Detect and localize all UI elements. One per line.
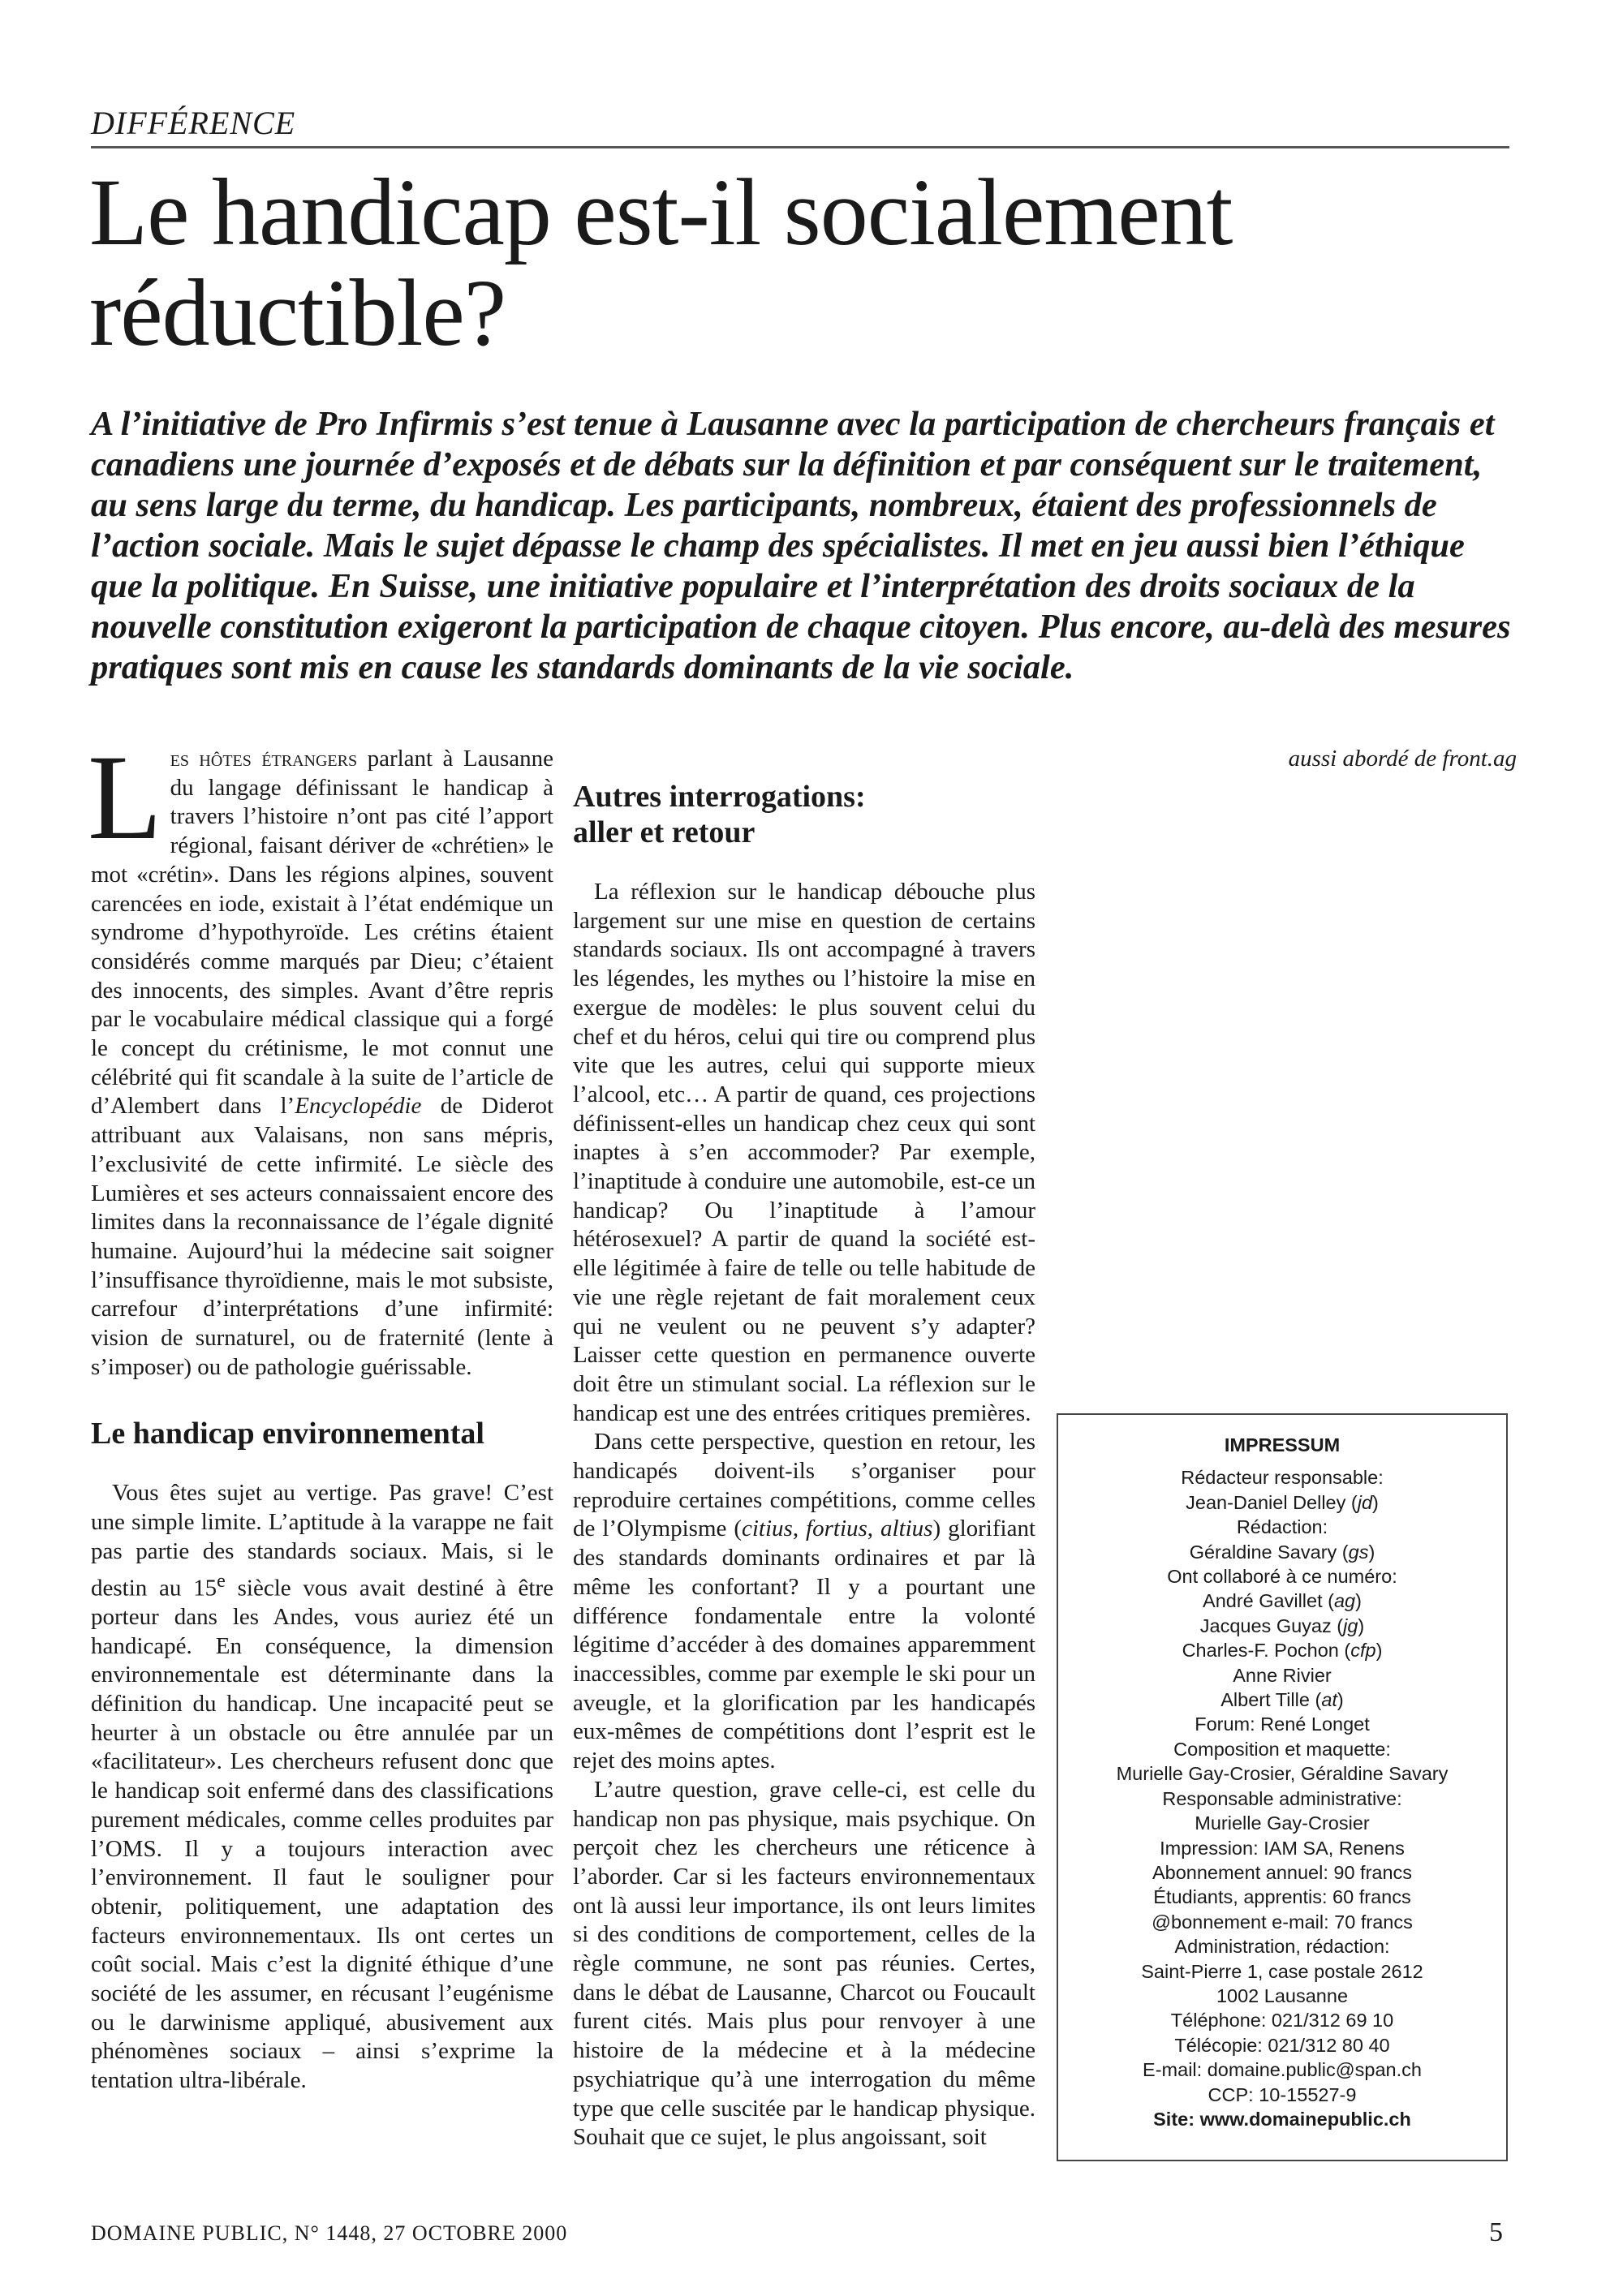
article-paragraph: L’autre question, grave celle-ci, est celle du handicap non pas physique, mais psychique. On perçoit chez les chercheurs une réticence à l’aborder. Car si les facteurs environnementaux ont là aussi leur importance, ils ont leurs limites si des conditions de comportement, celles de la règle commune, ne sont pas réunies. Certes, dans le débat de Lausanne, Charcot ou Foucault furent cités. Mais plus pour renvoyer à une histoire de la médecine et à la médecine psychiatrique qu’à une interrogation du même type que celle suscitée par le handicap physique. Souhait que ce sujet, le plus angoissant, soit bbox=[573, 1776, 1035, 2151]
paragraph-text: parlant à Lausanne du langage définissant le handicap à travers l’histoire n’ont pas cité l’apport régional, faisant dériver de «chrétien» le mot «crétin». Dans les régions alpines, souvent carencées en iode, existait à l’état endémique un syndrome d’hypothyroïde. Les crétins étaient considérés comme marqués par Dieu; c’étaient des innocents, des simples. Avant d’être repris par le vocabulaire médical classique qui a forgé le concept du crétinisme, le mot connut une célébrité qui fit scandale à la suite de l’article de d’Alembert dans l’ bbox=[91, 746, 553, 1120]
article-column-2 bbox=[573, 745, 1035, 2152]
lead-in-smallcaps: es hôtes étrangers bbox=[170, 746, 358, 772]
impressum-box bbox=[1057, 1413, 1508, 2161]
impressum-line: @bonnement e-mail: 70 francs bbox=[1152, 1911, 1413, 1933]
article-paragraph bbox=[91, 1479, 553, 2095]
impressum-line: Anne Rivier bbox=[1233, 1664, 1332, 1686]
impressum-line: Composition et maquette: bbox=[1173, 1738, 1391, 1760]
impressum-line: Responsable administrative: bbox=[1162, 1787, 1402, 1809]
article-paragraph: La réflexion sur le handicap débouche plus largement sur une mise en question de certains standards sociaux. Ils ont accompagné à travers les légendes, les mythes ou l’histoire la mise en exergue de modèles: le plus souvent celui du chef et du héros, celui qui tire ou comprend plus vite que les autres, celui qui supporte mieux l’alcool, etc… A partir de quand, ces projections définissent-elles un handicap chez ceux qui sont inaptes à s’en accommoder? Par exemple, l’inaptitude à conduire une automobile, est-ce un handicap? Ou l’inaptitude à l’amour hétérosexuel? A partir de quand la société est-elle légitimée à faire de telle ou telle habitude de vie une règle rejetant de fait moralement ceux qui ne veulent ou ne peuvent s’y adapter? Laisser cette question en permanence ouverte doit être un stimulant social. La réflexion sur le handicap est une des entrées critiques premières. bbox=[573, 879, 1035, 1426]
drop-cap: L bbox=[88, 730, 162, 865]
impressum-line: Jacques Guyaz (jg) bbox=[1199, 1615, 1365, 1636]
encyclopedie-title: Encyclopédie bbox=[295, 1093, 422, 1120]
impressum-line: Téléphone: 021/312 69 10 bbox=[1170, 2010, 1394, 2032]
section-rubric: DIFFÉRENCE bbox=[91, 104, 1509, 148]
impressum-title: IMPRESSUM bbox=[1224, 1434, 1341, 1455]
paragraph-text: siècle vous avait destiné à être porteur dans les Andes, vous auriez été un handicapé. En conséquence, la dimension environnementale est déterminante dans la définition du handicap. Une incapacité peut se heurter à un obstacle ou être annulée par un «facilitateur». Les chercheurs refusent donc que le handicap soit enfermé dans des classifications purement médicales, comme celles produites par l’OMS. Il y a toujours interaction avec l’environnement. Il faut le souligner pour obtenir, politiquement, une adaptation des facteurs environnementaux. Ils ont certes un coût social. Mais c’est la dignité éthique d’une société de les assumer, en récusant l’eugénisme ou le darwinisme appliqué, abusivement aux phénomènes sociaux – ainsi s’exprime la tentation ultra-libérale. bbox=[91, 1575, 553, 2094]
impressum-line: Rédacteur responsable: bbox=[1181, 1467, 1384, 1489]
impressum-line: Géraldine Savary (gs) bbox=[1189, 1541, 1375, 1563]
article-column-3 bbox=[1054, 745, 1517, 774]
impressum-line: Albert Tille (at) bbox=[1220, 1689, 1344, 1711]
impressum-line: Administration, rédaction: bbox=[1174, 1936, 1390, 1958]
impressum-line: Ont collaboré à ce numéro: bbox=[1167, 1566, 1397, 1588]
impressum-line: Saint-Pierre 1, case postale 2612 bbox=[1141, 1960, 1423, 1982]
impressum-line: Impression: IAM SA, Renens bbox=[1160, 1837, 1405, 1859]
author-signature: aussi abordé de front.ag bbox=[1288, 746, 1517, 772]
impressum-line: Abonnement annuel: 90 francs bbox=[1152, 1861, 1413, 1883]
impressum-website[interactable]: Site: www.domainepublic.ch bbox=[1153, 2108, 1411, 2130]
impressum-line: Télécopie: 021/312 80 40 bbox=[1174, 2034, 1390, 2056]
article-title: Le handicap est-il socialement réductible? bbox=[89, 159, 1233, 366]
impressum-line: Charles-F. Pochon (cfp) bbox=[1182, 1640, 1383, 1662]
publication-footer: DOMAINE PUBLIC, N° 1448, 27 OCTOBRE 2000 bbox=[91, 2221, 568, 2245]
subheading-interrogations: Autres interrogations: aller et retour bbox=[573, 780, 866, 849]
impressum-email[interactable]: E-mail: domaine.public@span.ch bbox=[1143, 2059, 1422, 2081]
impressum-line: CCP: 10-15527-9 bbox=[1208, 2083, 1357, 2105]
paragraph-text: Vous êtes sujet au vertige. Pas grave! C’est une simple limite. L’aptitude à la varappe ne fait pas partie des standards sociaux. Mais, si le destin au 15 bbox=[91, 1480, 553, 1602]
article-column-1 bbox=[88, 730, 553, 2096]
article-paragraph bbox=[88, 730, 553, 1382]
impressum-line: André Gavillet (ag) bbox=[1203, 1590, 1362, 1612]
impressum-line: Murielle Gay-Crosier bbox=[1195, 1812, 1370, 1834]
impressum-line: Jean-Daniel Delley (jd) bbox=[1186, 1491, 1379, 1513]
subheading-environnemental: Le handicap environnemental bbox=[91, 1417, 484, 1451]
article-paragraph: Dans cette perspective, question en retour, les handicapés doivent-ils s’organiser pour reproduire certaines compétitions, comme celles de l’Olympisme (citius, fortius, altius) glorifiant des standards dominants ordinaires et par là même les confortant? Il y a pourtant une différence fondamentale entre la volonté légitime d’accéder à des domaines apparemment inaccessibles, comme par exemple le ski pour un aveugle, et la glorification par les handicapés eux-mêmes de compétitions dont l’esprit est le rejet des moins aptes. bbox=[573, 1429, 1036, 1774]
impressum-line: Murielle Gay-Crosier, Géraldine Savary bbox=[1116, 1763, 1449, 1785]
superscript-e: e bbox=[217, 1569, 226, 1592]
article-lead: A l’initiative de Pro Infirmis s’est tenue à Lausanne avec la participation de chercheurs français et canadiens une journée d’exposés et de débats sur la définition et par conséquent sur le traitement, au sens large du terme, du handicap. Les participants, nombreux, étaient des professionnels de l’action sociale. Mais le sujet dépasse le champ des spécialistes. Il met en jeu aussi bien l’éthique que la politique. En Suisse, une initiative populaire et l’interprétation des droits sociaux de la nouvelle constitution exigeront la participation de chaque citoyen. Plus encore, au-delà des mesures pratiques sont mis en cause les standards dominants de la vie sociale. bbox=[91, 405, 1511, 686]
paragraph-text: de Diderot attribuant aux Valaisans, non sans mépris, l’exclusivité de cette infirmité. Le siècle des Lumières et ses acteurs connaissaient encore des limites dans la reconnaissance de l’égale dignité humaine. Aujourd’hui la médecine sait soigner l’insuffisance thyroïdienne, mais le mot subsiste, carrefour d’interprétations d’une infirmité: vision de surnaturel, ou de fraternité (lente à s’imposer) ou de pathologie guérissable. bbox=[91, 1093, 553, 1380]
impressum-line: Forum: René Longet bbox=[1195, 1713, 1370, 1735]
impressum-line: Rédaction: bbox=[1236, 1516, 1328, 1538]
impressum-line: Étudiants, apprentis: 60 francs bbox=[1153, 1886, 1411, 1908]
impressum-line: 1002 Lausanne bbox=[1216, 1984, 1349, 2006]
page-number: 5 bbox=[1489, 2217, 1503, 2247]
